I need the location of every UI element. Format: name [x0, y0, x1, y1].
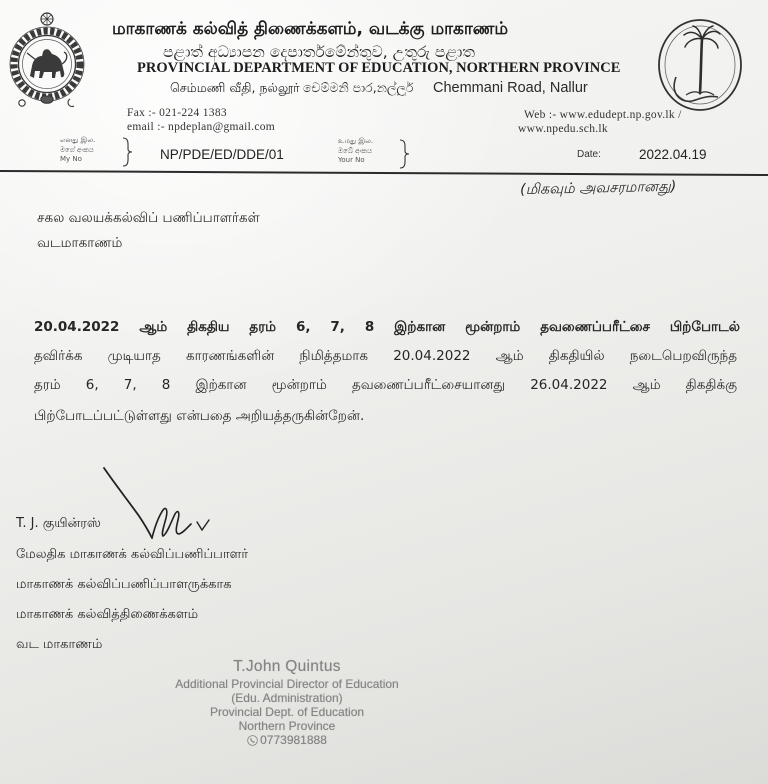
website-line-1: Web :- www.edudept.np.gov.lk /: [524, 109, 682, 121]
phone-icon: [247, 735, 258, 746]
signatory-on-behalf: மாகாணக் கல்விப்பணிப்பாளருக்காக: [16, 577, 232, 592]
body-line-1: தவிர்க்க முடியாத காரணங்களின் நிமித்தமாக 20.04.2022 ஆம் திகதியில் நடைபெறவிருந்த: [34, 348, 737, 364]
your-no-label-tamil: உமது இல.: [338, 137, 374, 145]
date-label: Date:: [577, 149, 601, 160]
letter-subject: 20.04.2022 ஆம் திகதிய தரம் 6, 7, 8 இற்கான மூன்றாம் தவணைப்பரீட்சை பிற்போடல்: [34, 319, 740, 335]
your-no-labels: [338, 137, 400, 166]
education-department-logo: [656, 17, 744, 113]
addressee-line-2: வடமாகாணம்: [37, 235, 123, 251]
dharma-wheel: [41, 13, 53, 25]
palm-tree: [684, 26, 720, 93]
handwritten-urgency-note: (மிகவும் அவசரமானது): [519, 178, 677, 198]
signatory-name: T. J. குயின்ரஸ்: [16, 516, 101, 531]
header-title-english: PROVINCIAL DEPARTMENT OF EDUCATION, NORTHERN PROVINCE: [137, 60, 621, 76]
address-english: Chemmani Road, Nallur: [433, 80, 588, 96]
email-address: email :- npdeplan@gmail.com: [127, 121, 276, 133]
sri-lanka-emblem-logo: [6, 10, 88, 110]
body-line-3: பிற்போடப்பட்டுள்ளது என்பதை அறியத்தருகின்றேன்.: [34, 408, 365, 424]
signatory-department: மாகாணக் கல்வித்திணைக்களம்: [16, 607, 199, 622]
letter-date: 2022.04.19: [639, 147, 707, 162]
my-no-brace: [121, 137, 133, 167]
body-line-2: தரம் 6, 7, 8 இற்கான மூன்றாம் தவணைப்பரீட்சையானது 26.04.2022 ஆம் திகதிக்கு: [34, 377, 737, 393]
official-stamp: [156, 656, 418, 747]
my-no-label-english: My No: [60, 155, 82, 163]
my-no-label-sinhala: මගේ අංකය: [60, 145, 94, 154]
stamp-title: Additional Provincial Director of Education: [175, 677, 399, 691]
stamp-province: Northern Province: [238, 719, 336, 733]
signatory-designation: மேலதிக மாகாணக் கல்விப்பணிப்பாளர்: [16, 547, 249, 562]
lion-figure: [27, 49, 67, 78]
website-line-2: www.npedu.sch.lk: [518, 123, 608, 135]
address-tamil: செம்மணி வீதி, நல்லூர்: [170, 80, 300, 95]
my-no-labels: [60, 136, 122, 165]
header-title-sinhala: පළාත් අධ්‍යාපන දෙපාර්තමේන්තුව, උතුරු පළාත: [163, 43, 475, 61]
address-sinhala: චෙම්මනි පාර,නල්ලූර්: [303, 80, 414, 95]
addressee-line-1: சகல வலயக்கல்விப் பணிப்பாளர்கள்: [37, 210, 260, 226]
your-no-label-sinhala: ඔබේ අංකය: [338, 146, 372, 155]
your-no-label-english: Your No: [338, 156, 365, 164]
stamp-phone-row: [156, 733, 418, 747]
handwritten-signature: [95, 464, 225, 546]
signatory-province: வட மாகாணம்: [16, 637, 103, 652]
stamp-division: (Edu. Administration): [231, 691, 343, 705]
my-reference-number: NP/PDE/ED/DDE/01: [160, 147, 284, 162]
header-title-tamil: மாகாணக் கல்வித் திணைக்களம், வடக்கு மாகாணம்: [112, 19, 509, 39]
my-no-label-tamil: எனது இல.: [60, 136, 96, 144]
pot-sun-moon: [19, 96, 74, 107]
fax-number: Fax :- 021-224 1383: [127, 107, 227, 119]
stamp-department: Provincial Dept. of Education: [209, 705, 365, 719]
stamp-name: T.John Quintus: [233, 658, 341, 675]
your-no-brace: [398, 139, 410, 169]
stamp-phone-number: 0773981888: [260, 733, 327, 747]
